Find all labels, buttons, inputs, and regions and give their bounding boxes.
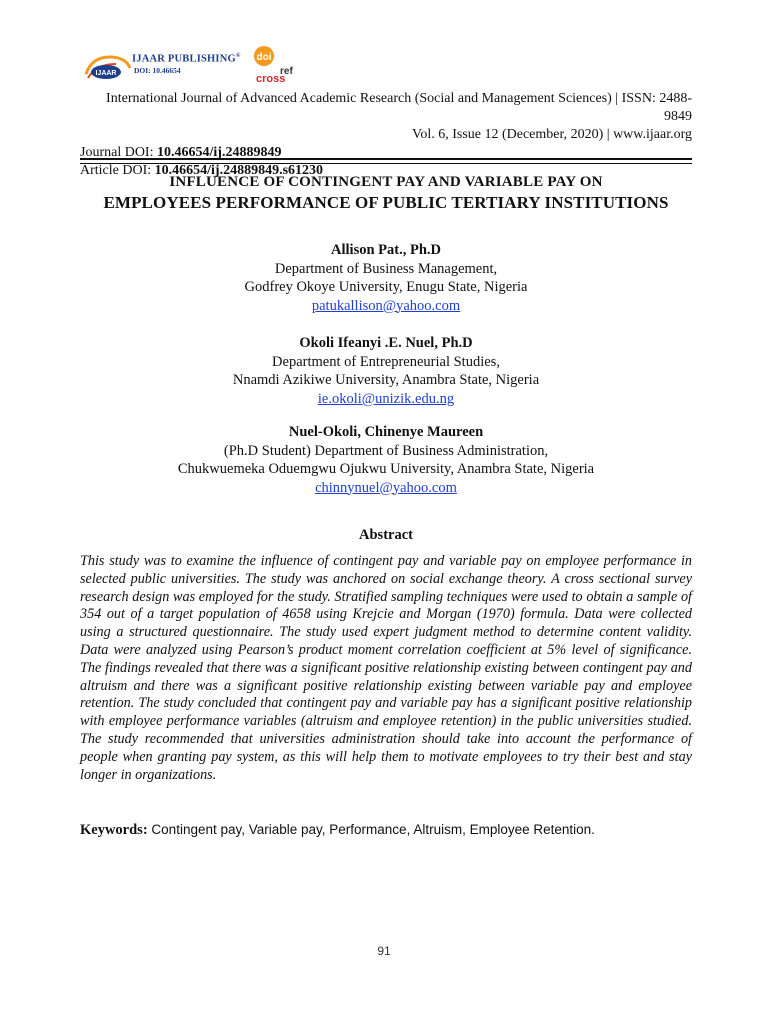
author-institution: Nnamdi Azikiwe University, Anambra State, Nigeria xyxy=(232,372,540,388)
author-email-link[interactable]: ie.okoli@unizik.edu.ng xyxy=(317,390,455,407)
author-name: Okoli Ifeanyi .E. Nuel, Ph.D xyxy=(299,335,473,351)
paper-title xyxy=(80,173,692,214)
author-email-link[interactable]: chinnynuel@yahoo.com xyxy=(315,479,457,496)
header-rule-thin xyxy=(80,163,692,164)
header-rule-thick xyxy=(80,158,692,160)
author-email-link[interactable]: patukallison@yahoo.com xyxy=(311,297,461,314)
journal-doi: Journal DOI: 10.46654/ij.24889849 xyxy=(80,145,282,160)
crossref-cross-text: cross xyxy=(256,73,286,85)
badge-text: IJAAR xyxy=(95,70,117,77)
author-department: (Ph.D Student) Department of Business Administration, xyxy=(223,442,549,459)
title-line-1: INFLUENCE OF CONTINGENT PAY AND VARIABLE PAY ON xyxy=(169,174,603,190)
author-name: Nuel-Okoli, Chinenye Maureen xyxy=(288,424,484,440)
author-block xyxy=(80,423,692,497)
publisher-name: IJAAR PUBLISHING® xyxy=(132,53,241,65)
author-block xyxy=(80,241,692,315)
crossref-ref-text: ref xyxy=(280,66,293,77)
publisher-doi: DOI: 10.46654 xyxy=(134,66,181,75)
journal-issue-line: Vol. 6, Issue 12 (December, 2020) | www.ijaar.org xyxy=(412,127,692,142)
title-line-2: EMPLOYEES PERFORMANCE OF PUBLIC TERTIARY INSTITUTIONS xyxy=(103,193,669,212)
article-doi: Article DOI: 10.46654/ij.24889849.s61230 xyxy=(80,163,324,178)
crossref-doi-text: doi xyxy=(256,52,272,63)
author-institution: Godfrey Okoye University, Enugu State, Nigeria xyxy=(244,279,528,295)
author-block xyxy=(80,334,692,408)
publisher-logo-row xyxy=(82,44,322,84)
keywords-text: Contingent pay, Variable pay, Performance, Altruism, Employee Retention. xyxy=(147,822,595,837)
ijaar-logo-icon xyxy=(82,52,132,82)
author-institution: Chukwuemeka Oduemgwu Ojukwu University, Anambra State, Nigeria xyxy=(177,461,595,477)
journal-title-line: International Journal of Advanced Academic Research (Social and Management Sciences) | ISSN: 2488-9849 xyxy=(106,91,692,124)
author-name: Allison Pat., Ph.D xyxy=(331,242,441,258)
abstract-body: This study was to examine the influence of contingent pay and variable pay on employee performance in selected public universities. The study was anchored on social exchange theory. A cross sectional survey research design was employed for the study. Stratified sampling techniques were used to obtain a sample of 354 out of a target population of 4658 using Krejcie and Morgan (1970) formula. Data were collected using a structured questionnaire. The study used expert judgment method to determine content validity. Data were analyzed using Pearson’s product moment correlation coefficient at 5% level of significance. The findings revealed that there was a significant positive relationship existing between contingent pay and altruism and there was a significant positive relationship existing between variable pay and employee retention. The study concluded that contingent pay and variable pay has a significant positive relationship with employee performance variables (altruism and employee retention) in the public universities studied. The study recommended that universities administration should take into account the performance of people when granting pay system, as this will help them to motivate employees to try their best and stay longer in organizations. xyxy=(80,553,692,783)
journal-info xyxy=(80,90,692,180)
crossref-logo-icon xyxy=(252,44,302,86)
abstract-heading: Abstract xyxy=(359,527,413,543)
author-department: Department of Business Management, xyxy=(274,260,498,277)
author-department: Department of Entrepreneurial Studies, xyxy=(272,353,500,370)
keywords xyxy=(80,821,692,839)
page-number: 91 xyxy=(377,944,391,958)
keywords-label: Keywords: xyxy=(80,822,148,838)
